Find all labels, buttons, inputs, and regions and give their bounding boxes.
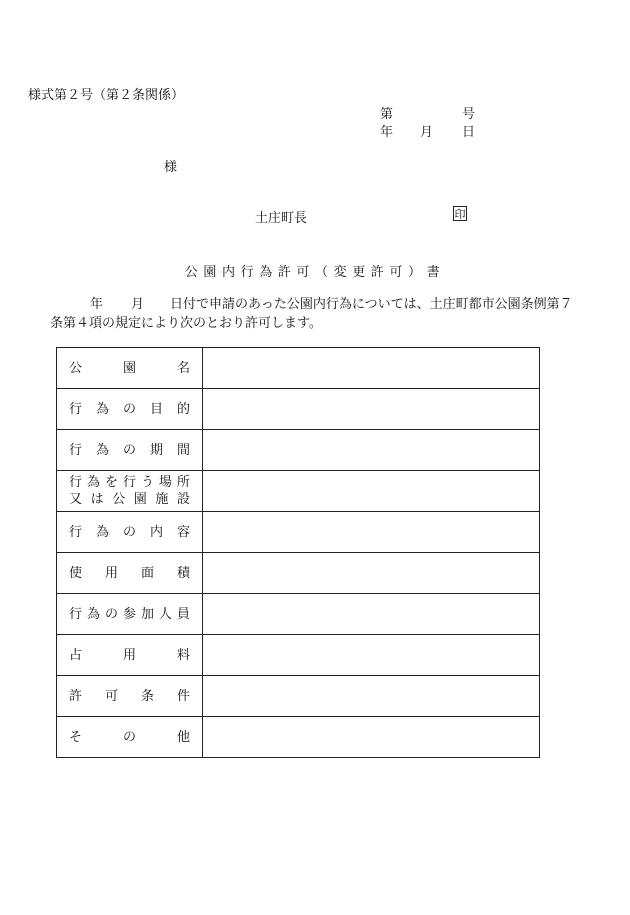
row-label: 使 用 面 積 bbox=[69, 565, 190, 581]
table-row bbox=[57, 553, 540, 594]
row-value-cell bbox=[203, 676, 540, 717]
number-prefix: 第 bbox=[380, 107, 394, 122]
table-row bbox=[57, 512, 540, 553]
table-row bbox=[57, 430, 540, 471]
row-value-cell bbox=[203, 717, 540, 758]
table-row bbox=[57, 348, 540, 389]
table-row bbox=[57, 594, 540, 635]
row-label-cell bbox=[57, 553, 203, 594]
row-label: 占 用 料 bbox=[69, 647, 190, 663]
row-value-cell bbox=[203, 348, 540, 389]
row-value-cell bbox=[203, 594, 540, 635]
row-label-line: 又 は 公 園 施 設 bbox=[69, 492, 190, 507]
body-line-2: 条第４項の規定により次のとおり許可します。 bbox=[50, 316, 322, 331]
row-value-cell bbox=[203, 553, 540, 594]
row-label-cell bbox=[57, 348, 203, 389]
row-label-cell bbox=[57, 717, 203, 758]
row-label-cell bbox=[57, 430, 203, 471]
table-row bbox=[57, 389, 540, 430]
table-row bbox=[57, 717, 540, 758]
row-value-cell bbox=[203, 635, 540, 676]
row-value-cell bbox=[203, 389, 540, 430]
row-label bbox=[69, 474, 190, 508]
seal-mark: 印 bbox=[454, 208, 466, 221]
row-label-cell bbox=[57, 389, 203, 430]
permit-details-table bbox=[56, 347, 540, 758]
row-label-cell bbox=[57, 594, 203, 635]
date-day: 日 bbox=[462, 125, 476, 140]
body-line-1-text: 日付で申請のあった公園内行為については、土庄町都市公園条例第７ bbox=[170, 297, 573, 312]
row-label: そ の 他 bbox=[69, 729, 190, 745]
number-suffix: 号 bbox=[462, 107, 476, 122]
row-label-cell bbox=[57, 676, 203, 717]
document-title: 公園内行為許可（変更許可）書 bbox=[184, 265, 446, 280]
row-value-cell bbox=[203, 512, 540, 553]
body-line-1 bbox=[50, 295, 590, 314]
row-label-line: 行 為 を 行 う 場 所 bbox=[69, 475, 190, 490]
addressee: 様 bbox=[164, 160, 178, 175]
table-row bbox=[57, 635, 540, 676]
row-value-cell bbox=[203, 430, 540, 471]
body-month: 月 bbox=[131, 297, 145, 312]
form-id: 様式第２号（第２条関係） bbox=[28, 88, 185, 103]
row-label-cell bbox=[57, 635, 203, 676]
row-label: 行 為 の 期 間 bbox=[69, 442, 190, 458]
date-year: 年 bbox=[380, 125, 394, 140]
issuer: 土庄町長 bbox=[255, 211, 308, 226]
table-row bbox=[57, 676, 540, 717]
body-year: 年 bbox=[90, 297, 104, 312]
date-month: 月 bbox=[420, 125, 434, 140]
row-label: 行 為 の 参 加 人 員 bbox=[69, 606, 190, 622]
row-label: 行 為 の 目 的 bbox=[69, 401, 190, 417]
table-row bbox=[57, 471, 540, 512]
row-label-cell bbox=[57, 471, 203, 512]
row-value-cell bbox=[203, 471, 540, 512]
row-label-cell bbox=[57, 512, 203, 553]
row-label: 行 為 の 内 容 bbox=[69, 524, 190, 540]
body-text bbox=[50, 295, 590, 333]
row-label: 公 園 名 bbox=[69, 360, 190, 376]
row-label: 許 可 条 件 bbox=[69, 688, 190, 704]
